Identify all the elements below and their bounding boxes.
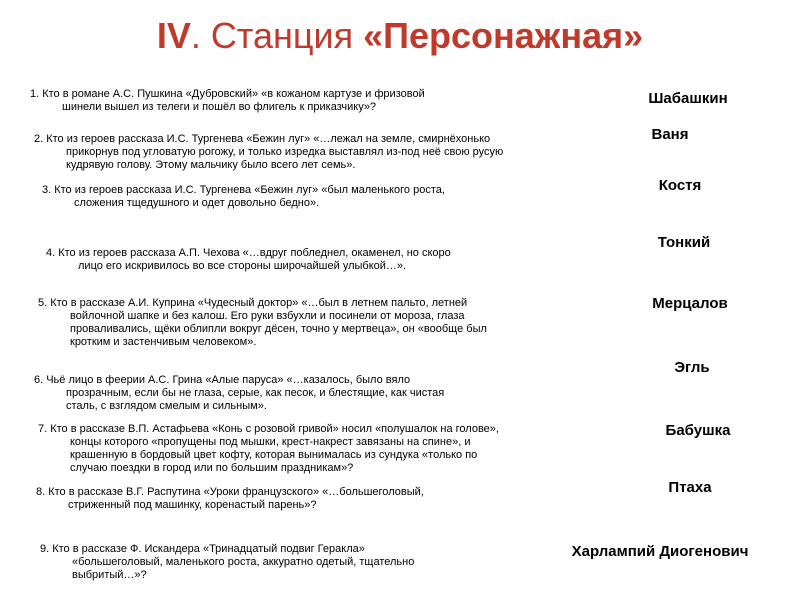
- question-7-line-3: крашенную в бордовый цвет кофту, которая вынималась из сундука «только по: [70, 449, 478, 461]
- answer-8: Птаха: [668, 479, 712, 496]
- question-1-line-1: 1. Кто в романе А.С. Пушкина «Дубровский» «в кожаном картузе и фризовой: [30, 88, 425, 100]
- question-2-line-2: прикорнув под угловатую рогожу, и только изредка выставлял из-под неё свою русую: [66, 146, 504, 158]
- question-7-line-2: концы которого «пропущены под мышки, крест-накрест завязаны на спине», и: [70, 436, 471, 448]
- question-1: [30, 88, 425, 114]
- question-2: [34, 133, 503, 172]
- question-4-line-1: 4. Кто из героев рассказа А.П. Чехова «…вдруг побледнел, окаменел, но скоро: [46, 247, 451, 259]
- title-station: Станция: [210, 15, 364, 56]
- question-9-line-1: 9. Кто в рассказе Ф. Искандера «Тринадцатый подвиг Геракла»: [40, 543, 365, 555]
- question-8-line-2: стриженный под машинку, коренастый парень»?: [68, 499, 317, 511]
- answer-3: Костя: [658, 177, 702, 194]
- question-7-line-1: 7. Кто в рассказе В.П. Астафьева «Конь с розовой гривой» носил «полушалок на голове»,: [38, 423, 499, 435]
- question-9-line-3: выбритый…»?: [72, 569, 147, 581]
- answer-4: Тонкий: [657, 234, 711, 251]
- question-4-line-2: лицо его искривилось во все стороны широчайшей улыбкой…».: [78, 260, 407, 272]
- question-7-line-4: случаю поездки в город или по большим праздникам»?: [70, 462, 354, 474]
- question-6-line-2: прозрачным, если бы не глаза, серые, как песок, и блестящие, как чистая: [66, 387, 445, 399]
- question-6-line-1: 6. Чьё лицо в феерии А.С. Грина «Алые паруса» «…казалось, было вяло: [34, 374, 411, 386]
- answer-6: Эгль: [674, 359, 710, 376]
- title-separator: .: [190, 15, 211, 56]
- question-2-line-1: 2. Кто из героев рассказа И.С. Тургенева «Бежин луг» «…лежал на земле, смирнёхонько: [34, 133, 491, 145]
- title-number: IV: [156, 15, 191, 56]
- answer-2: Ваня: [651, 126, 689, 143]
- answer-5: Мерцалов: [652, 295, 728, 312]
- question-6-line-3: сталь, с взглядом смелым и сильным».: [66, 400, 267, 412]
- question-5-line-3: проваливались, щёки облипли вокруг дёсен, точно у мертвеца», он «вообще был: [70, 323, 487, 335]
- title-station-name: «Персонажная»: [363, 15, 644, 56]
- question-9: [40, 543, 414, 582]
- question-9-line-2: «большеголовый, маленького роста, аккуратно одетый, тщательно: [72, 556, 415, 568]
- slide-title: [0, 14, 800, 58]
- question-8-line-1: 8. Кто в рассказе В.Г. Распутина «Уроки французского» «…большеголовый,: [36, 486, 424, 498]
- answer-9: Харлампий Диогенович: [571, 543, 749, 560]
- answer-7: Бабушка: [665, 422, 731, 439]
- question-1-line-2: шинели вышел из телеги и пошёл во флигель к приказчику»?: [62, 101, 377, 113]
- question-5-line-4: кротким и застенчивым человеком».: [70, 336, 257, 348]
- question-5: [38, 297, 487, 349]
- question-3-line-2: сложения тщедушного и одет довольно бедно».: [74, 197, 320, 209]
- question-3: [42, 184, 445, 210]
- question-4: [46, 247, 451, 273]
- question-2-line-3: кудрявую голову. Этому мальчику было всего лет семь».: [66, 159, 356, 171]
- question-6: [34, 374, 444, 413]
- question-5-line-1: 5. Кто в рассказе А.И. Куприна «Чудесный доктор» «…был в летнем пальто, летней: [38, 297, 468, 309]
- question-3-line-1: 3. Кто из героев рассказа И.С. Тургенева «Бежин луг» «был маленького роста,: [42, 184, 445, 196]
- question-5-line-2: войлочной шапке и без калош. Его руки взбухли и посинели от мороза, глаза: [70, 310, 465, 322]
- question-8: [36, 486, 424, 512]
- question-7: [38, 423, 499, 475]
- answer-1: Шабашкин: [648, 90, 728, 107]
